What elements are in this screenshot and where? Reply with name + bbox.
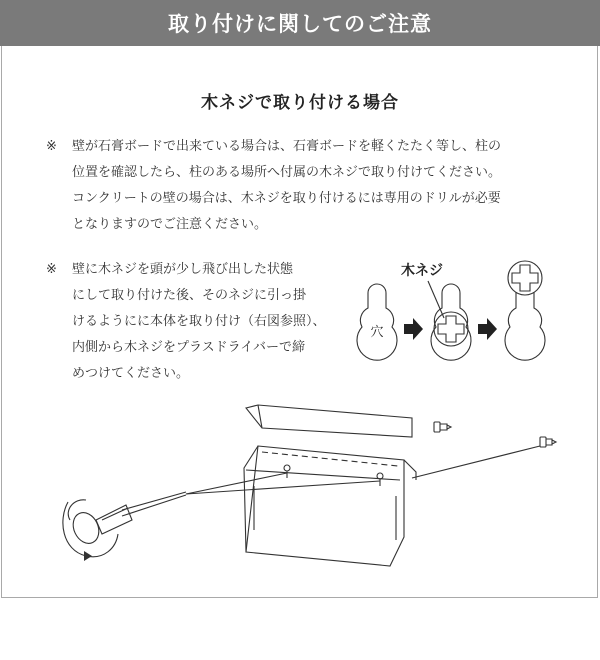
hole-label: 穴 <box>370 325 384 340</box>
note-line: 位置を確認したら、柱のある場所へ付属の木ネジで取り付けてください。 <box>72 165 502 180</box>
keyhole-step-diagram <box>357 261 545 360</box>
rotate-arrow-icon <box>63 502 118 557</box>
keyhole-shape <box>431 284 471 360</box>
note-line: 壁が石膏ボードで出来ている場合は、石膏ボードを軽くたたく等し、柱の <box>72 139 502 154</box>
note-line: めつけてください。 <box>72 366 190 381</box>
note-line: 内側から木ネジをプラスドライバーで締 <box>72 340 305 355</box>
product-body <box>246 446 404 566</box>
arrow-icon <box>404 318 423 340</box>
keyhole-mark <box>377 473 383 486</box>
note-line: にして取り付けた後、そのネジに引っ掛 <box>72 288 307 303</box>
keyhole-shape <box>357 284 397 360</box>
note-line: けるようにに本体を取り付け（右図参照）、 <box>72 314 326 329</box>
note-line: コンクリートの壁の場合は、木ネジを取り付けるには専用のドリルが必要 <box>72 191 501 206</box>
screwdriver-icon <box>63 492 186 561</box>
screw-icon <box>540 437 556 447</box>
screw-head-icon <box>508 261 542 295</box>
note-line: となりますのでご注意ください。 <box>72 217 268 232</box>
page-title: 取り付けに関してのご注意 <box>168 12 432 36</box>
note-mark: ※ <box>46 262 57 277</box>
screw-label: 木ネジ <box>401 263 443 279</box>
product-lid <box>246 405 412 437</box>
keyhole-mark <box>284 465 290 478</box>
arrow-icon <box>478 318 497 340</box>
screw-icon <box>434 422 451 432</box>
note-line: 壁に木ネジを頭が少し飛び出した状態 <box>72 262 294 277</box>
product-installation-illustration <box>63 405 556 566</box>
section-title: 木ネジで取り付ける場合 <box>201 93 399 113</box>
screw-head-icon <box>434 312 468 346</box>
note-mark: ※ <box>46 139 57 154</box>
